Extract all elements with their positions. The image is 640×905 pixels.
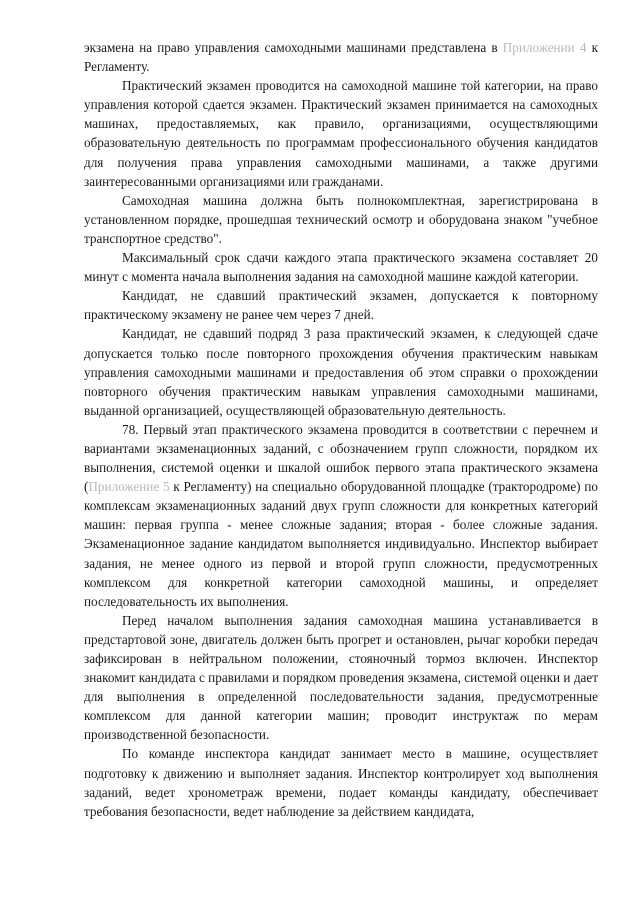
paragraph-text-before: 78. Первый этап практического экзамена проводится в соответствии с перечнем и вариантами экзаменационных заданий, с обозначением групп сложности, порядком их выполнения, системой оценки и шкалой ошибок первого этапа практического экзамена (	[84, 421, 598, 495]
paragraph-text-after: к Регламенту.	[84, 40, 599, 75]
appendix-4-link[interactable]: Приложении 4	[502, 40, 587, 55]
paragraph-retake: Кандидат, не сдавший практический экзамен, допускается к повторному практическому экзамену не ранее чем через 7 дней.	[84, 288, 598, 323]
paragraph-inspector-command: По команде инспектора кандидат занимает место в машине, осуществляет подготовку к движению и выполняет задания. Инспектор контролирует ход выполнения заданий, ведет хронометраж времени, подает команды кандидату, обеспечивает требования безопасности, ведет наблюдение за действием кандидата,	[84, 746, 598, 819]
paragraph-continuation	[84, 38, 598, 76]
appendix-5-link[interactable]: Приложение 5	[88, 479, 170, 495]
paragraph-time-limit: Максимальный срок сдачи каждого этапа практического экзамена составляет 20 минут с момента начала выполнения задания на самоходной машине каждой категории.	[84, 250, 598, 285]
paragraph-78-first-stage	[84, 420, 598, 611]
paragraph-vehicle-requirements: Самоходная машина должна быть полнокомплектная, зарегистрирована в установленном порядке, прошедшая технический осмотр и оборудована знаком "учебное транспортное средство".	[84, 192, 598, 246]
paragraph-repeated-failure: Кандидат, не сдавший подряд 3 раза практический экзамен, к следующей сдаче допускается только после повторного прохождения обучения практическим навыкам управления самоходными машинами и предоставления об этом справки о прохождении повторного обучения практическим навыкам управления самоходными машинами, выданной организацией, осуществляющей образовательную деятельность.	[84, 326, 598, 418]
paragraph-pre-start: Перед началом выполнения задания самоходная машина устанавливается в предстартовой зоне, двигатель должен быть прогрет и остановлен, рычаг коробки передач зафиксирован в нейтральном положении, стояночный тормоз включен. Инспектор знакомит кандидата с правилами и порядком проведения экзамена, системой оценки и дает для выполнения в определенной последовательности задания, предусмотренные комплексом для данной категории машин; проводит инструктаж по мерам производственной безопасности.	[84, 612, 598, 743]
paragraph-text-before: экзамена на право управления самоходными машинами представлена в	[84, 40, 503, 55]
paragraph-text-after: к Регламенту) на специально оборудованной площадке (трактородроме) по комплексам экзаменационных заданий двух групп сложности для конкретных категорий машин: первая группа - менее сложные задания; вторая - более сложные задания. Экзаменационное задание кандидатом выполняется индивидуально. Инспектор выбирает задания, не менее одного из первой и второй групп сложности, предусмотренных комплексом для конкретной категории самоходной машины, и определяет последовательность их выполнения.	[84, 479, 598, 609]
paragraph-exam-vehicle: Практический экзамен проводится на самоходной машине той категории, на право управления которой сдается экзамен. Практический экзамен принимается на самоходных машинах, предоставляемых, как правило, организациями, осуществляющими образовательную деятельность по программам профессионального обучения кандидатов для получения права управления самоходными машинами, а также другими заинтересованными организациями или гражданами.	[84, 78, 598, 189]
